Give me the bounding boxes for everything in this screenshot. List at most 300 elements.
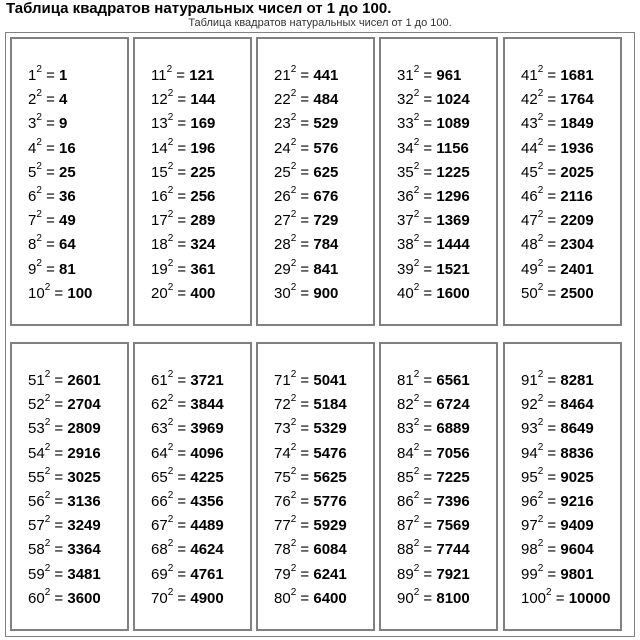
equals-sign: = xyxy=(41,260,60,278)
entry-result: 676 xyxy=(313,188,339,205)
entry-result: 196 xyxy=(190,139,216,157)
square-entry xyxy=(521,490,594,511)
square-entry xyxy=(28,209,76,230)
square-entry xyxy=(151,88,216,109)
entry-base: 10 xyxy=(28,284,45,302)
entry-result: 625 xyxy=(313,163,339,181)
entry-exponent: 2 xyxy=(413,257,420,269)
entry-base: 20 xyxy=(151,284,168,302)
entry-base: 96 xyxy=(521,493,538,510)
entry-exponent: 2 xyxy=(413,514,420,526)
equals-sign: = xyxy=(296,541,314,559)
equals-sign: = xyxy=(543,420,561,438)
square-entry xyxy=(521,514,594,535)
equals-sign: = xyxy=(296,468,314,486)
square-entry xyxy=(151,514,224,535)
equals-sign: = xyxy=(50,565,68,583)
entry-exponent: 2 xyxy=(537,369,544,380)
square-entry xyxy=(151,562,224,584)
entry-exponent: 2 xyxy=(537,233,544,245)
entry-exponent: 2 xyxy=(413,538,420,550)
entry-result: 10000 xyxy=(568,589,611,607)
square-entry xyxy=(521,209,594,230)
entry-base: 65 xyxy=(151,468,168,486)
equals-sign: = xyxy=(543,396,561,414)
entry-result: 3969 xyxy=(190,420,224,438)
entry-exponent: 2 xyxy=(413,562,420,574)
square-entry xyxy=(28,185,76,206)
equals-sign: = xyxy=(173,444,191,462)
entry-exponent: 2 xyxy=(290,538,297,550)
entry-exponent: 2 xyxy=(290,281,297,293)
square-entry xyxy=(521,233,594,254)
entry-base: 80 xyxy=(274,589,291,607)
entry-exponent: 2 xyxy=(290,64,297,75)
equals-sign: = xyxy=(173,396,191,414)
equals-sign: = xyxy=(50,541,68,559)
entry-result: 2025 xyxy=(560,163,594,181)
entry-base: 93 xyxy=(521,420,538,438)
entry-result: 1681 xyxy=(560,67,594,84)
entry-result: 1024 xyxy=(436,91,470,109)
entry-base: 71 xyxy=(274,372,291,389)
entry-base: 17 xyxy=(151,212,168,230)
entry-base: 53 xyxy=(28,420,45,438)
entry-exponent: 2 xyxy=(36,160,42,172)
entry-base: 60 xyxy=(28,589,45,607)
entry-result: 484 xyxy=(313,91,339,109)
entry-exponent: 2 xyxy=(167,281,174,293)
square-entry xyxy=(274,417,347,438)
equals-sign: = xyxy=(296,396,314,414)
entry-exponent: 2 xyxy=(537,209,544,221)
square-entry xyxy=(397,257,470,279)
table-cell xyxy=(10,342,129,631)
square-entry xyxy=(28,257,76,279)
squares-table xyxy=(5,32,635,637)
entry-result: 3844 xyxy=(190,396,224,414)
entry-base: 62 xyxy=(151,396,168,414)
square-entry xyxy=(151,441,224,463)
equals-sign: = xyxy=(543,517,561,535)
square-entry xyxy=(28,538,101,559)
entry-exponent: 2 xyxy=(413,441,420,453)
entry-result: 361 xyxy=(190,260,216,278)
entry-exponent: 2 xyxy=(290,185,297,196)
entry-base: 40 xyxy=(397,284,414,302)
entry-result: 2401 xyxy=(560,260,594,278)
square-entry xyxy=(28,64,68,85)
equals-sign: = xyxy=(41,115,60,133)
entry-base: 28 xyxy=(274,236,291,254)
entry-result: 225 xyxy=(190,163,216,181)
entry-result: 9 xyxy=(59,115,68,133)
square-entry xyxy=(521,88,594,109)
square-entry xyxy=(274,538,347,559)
table-cell xyxy=(133,37,252,326)
entry-result: 3025 xyxy=(67,468,101,486)
square-entry xyxy=(151,281,216,303)
square-entry xyxy=(28,417,101,438)
equals-sign: = xyxy=(296,444,314,462)
equals-sign: = xyxy=(50,372,68,389)
entry-result: 289 xyxy=(190,212,216,230)
entry-base: 19 xyxy=(151,260,168,278)
entry-result: 9409 xyxy=(560,517,594,535)
entry-exponent: 2 xyxy=(167,586,174,598)
equals-sign: = xyxy=(543,139,561,157)
square-entry xyxy=(28,586,101,608)
square-entry xyxy=(151,209,216,230)
entry-result: 121 xyxy=(189,67,215,84)
entry-base: 9 xyxy=(28,260,37,278)
entry-exponent: 2 xyxy=(537,281,544,293)
equals-sign: = xyxy=(173,188,191,205)
entry-result: 4900 xyxy=(190,589,224,607)
entry-base: 99 xyxy=(521,565,538,583)
entry-base: 46 xyxy=(521,188,538,205)
entry-exponent: 2 xyxy=(167,136,174,148)
entry-result: 7396 xyxy=(436,493,470,510)
entry-base: 91 xyxy=(521,372,538,389)
equals-sign: = xyxy=(543,260,561,278)
entry-result: 1296 xyxy=(436,188,470,205)
equals-sign: = xyxy=(50,517,68,535)
equals-sign: = xyxy=(419,163,437,181)
entry-result: 4489 xyxy=(190,517,224,535)
equals-sign: = xyxy=(296,565,314,583)
entry-base: 36 xyxy=(397,188,414,205)
square-entry xyxy=(521,465,594,487)
entry-result: 7569 xyxy=(436,517,470,535)
entry-result: 7056 xyxy=(436,444,470,462)
entry-result: 2809 xyxy=(67,420,101,438)
square-entry xyxy=(521,586,611,608)
equals-sign: = xyxy=(50,420,68,438)
entry-base: 82 xyxy=(397,396,414,414)
square-entry xyxy=(521,562,594,584)
entry-result: 1156 xyxy=(436,139,469,157)
entry-base: 25 xyxy=(274,163,291,181)
entry-result: 9801 xyxy=(560,565,594,583)
entry-exponent: 2 xyxy=(36,88,42,100)
entry-base: 64 xyxy=(151,444,168,462)
entry-result: 16 xyxy=(59,139,76,157)
equals-sign: = xyxy=(173,260,191,278)
entry-base: 18 xyxy=(151,236,168,254)
equals-sign: = xyxy=(173,420,191,438)
square-entry xyxy=(397,233,470,254)
equals-sign: = xyxy=(543,284,561,302)
entry-base: 22 xyxy=(274,91,291,109)
entry-result: 1 xyxy=(59,67,68,84)
entry-exponent: 2 xyxy=(290,160,297,172)
equals-sign: = xyxy=(296,260,314,278)
equals-sign: = xyxy=(296,91,314,109)
square-entry xyxy=(151,538,224,559)
entry-exponent: 2 xyxy=(44,369,51,380)
entry-base: 56 xyxy=(28,493,45,510)
square-entry xyxy=(274,514,347,535)
entry-base: 27 xyxy=(274,212,291,230)
square-entry xyxy=(397,136,469,158)
entry-base: 89 xyxy=(397,565,414,583)
square-entry xyxy=(397,281,470,303)
entry-result: 5929 xyxy=(313,517,347,535)
entry-result: 3249 xyxy=(67,517,101,535)
entry-exponent: 2 xyxy=(290,586,297,598)
entry-base: 66 xyxy=(151,493,168,510)
equals-sign: = xyxy=(296,493,314,510)
entry-result: 36 xyxy=(59,188,76,205)
entry-exponent: 2 xyxy=(44,586,51,598)
square-entry xyxy=(397,369,470,390)
entry-base: 61 xyxy=(151,372,168,389)
entry-base: 3 xyxy=(28,115,37,133)
entry-exponent: 2 xyxy=(167,393,174,405)
entry-base: 58 xyxy=(28,541,45,559)
entry-exponent: 2 xyxy=(413,64,420,75)
entry-exponent: 2 xyxy=(537,112,544,124)
entry-base: 33 xyxy=(397,115,414,133)
square-entry xyxy=(397,465,470,487)
entry-base: 92 xyxy=(521,396,538,414)
equals-sign: = xyxy=(419,565,437,583)
entry-base: 29 xyxy=(274,260,291,278)
entry-result: 5329 xyxy=(313,420,347,438)
equals-sign: = xyxy=(296,236,314,254)
entry-base: 13 xyxy=(151,115,168,133)
entry-base: 16 xyxy=(151,188,168,205)
square-entry xyxy=(521,160,594,182)
entry-result: 900 xyxy=(313,284,339,302)
equals-sign: = xyxy=(41,236,60,254)
entry-base: 30 xyxy=(274,284,291,302)
entry-base: 77 xyxy=(274,517,291,535)
square-entry xyxy=(521,441,594,463)
equals-sign: = xyxy=(41,188,60,205)
entry-base: 75 xyxy=(274,468,291,486)
square-entry xyxy=(28,160,76,182)
entry-result: 1764 xyxy=(560,91,594,109)
square-entry xyxy=(521,281,594,303)
entry-exponent: 2 xyxy=(167,233,174,245)
square-entry xyxy=(521,417,594,438)
square-entry xyxy=(397,417,470,438)
entry-base: 85 xyxy=(397,468,414,486)
entry-result: 9025 xyxy=(560,468,594,486)
entry-result: 8281 xyxy=(560,372,594,389)
entry-result: 3136 xyxy=(67,493,101,510)
equals-sign: = xyxy=(296,372,314,389)
equals-sign: = xyxy=(50,493,68,510)
entry-exponent: 2 xyxy=(537,160,544,172)
entry-exponent: 2 xyxy=(167,441,174,453)
entry-exponent: 2 xyxy=(290,369,297,380)
square-entry xyxy=(28,514,101,535)
entry-result: 8464 xyxy=(560,396,594,414)
square-entry xyxy=(397,441,470,463)
square-entry xyxy=(274,209,339,230)
entry-result: 529 xyxy=(313,115,339,133)
square-entry xyxy=(274,465,347,487)
equals-sign: = xyxy=(543,236,561,254)
equals-sign: = xyxy=(543,91,561,109)
entry-base: 54 xyxy=(28,444,45,462)
entry-base: 74 xyxy=(274,444,291,462)
entry-result: 1225 xyxy=(436,163,470,181)
entry-exponent: 2 xyxy=(167,369,174,380)
entry-exponent: 2 xyxy=(537,562,544,574)
entry-exponent: 2 xyxy=(413,465,420,477)
equals-sign: = xyxy=(419,67,437,84)
square-entry xyxy=(397,185,470,206)
square-entry xyxy=(521,257,594,279)
square-entry xyxy=(274,257,339,279)
entry-result: 1444 xyxy=(436,236,470,254)
entry-result: 324 xyxy=(190,236,216,254)
equals-sign: = xyxy=(296,188,314,205)
entry-exponent: 2 xyxy=(537,64,544,75)
entry-base: 50 xyxy=(521,284,538,302)
entry-result: 729 xyxy=(313,212,339,230)
equals-sign: = xyxy=(296,420,314,438)
entry-base: 84 xyxy=(397,444,414,462)
equals-sign: = xyxy=(41,139,60,157)
entry-exponent: 2 xyxy=(290,257,297,269)
square-entry xyxy=(397,160,470,182)
entry-exponent: 2 xyxy=(537,490,544,501)
entry-result: 100 xyxy=(67,284,93,302)
entry-result: 2209 xyxy=(560,212,594,230)
equals-sign: = xyxy=(296,163,314,181)
square-entry xyxy=(151,257,216,279)
equals-sign: = xyxy=(419,372,437,389)
entry-base: 98 xyxy=(521,541,538,559)
table-cell xyxy=(379,37,498,326)
entry-base: 83 xyxy=(397,420,414,438)
entry-result: 576 xyxy=(313,139,339,157)
entry-base: 21 xyxy=(274,67,291,84)
square-entry xyxy=(28,136,76,158)
entry-exponent: 2 xyxy=(167,209,174,221)
entry-result: 2116 xyxy=(560,188,593,205)
entry-exponent: 2 xyxy=(36,233,42,245)
entry-result: 4096 xyxy=(190,444,224,462)
equals-sign: = xyxy=(173,284,191,302)
entry-exponent: 2 xyxy=(167,185,174,196)
equals-sign: = xyxy=(41,212,60,230)
entry-result: 3721 xyxy=(190,372,224,389)
entry-exponent: 2 xyxy=(167,465,174,477)
entry-result: 5476 xyxy=(313,444,347,462)
square-entry xyxy=(274,369,347,390)
entry-result: 49 xyxy=(59,212,76,230)
square-entry xyxy=(151,160,216,182)
entry-result: 9216 xyxy=(560,493,594,510)
entry-result: 6400 xyxy=(313,589,347,607)
equals-sign: = xyxy=(41,91,60,109)
square-entry xyxy=(274,64,339,85)
entry-result: 4 xyxy=(59,91,68,109)
square-entry xyxy=(274,393,347,414)
entry-base: 5 xyxy=(28,163,37,181)
entry-result: 1936 xyxy=(560,139,594,157)
entry-base: 76 xyxy=(274,493,291,510)
equals-sign: = xyxy=(173,517,191,535)
entry-exponent: 2 xyxy=(413,369,420,380)
entry-result: 5184 xyxy=(313,396,347,414)
entry-exponent: 2 xyxy=(290,417,297,429)
equals-sign: = xyxy=(419,284,437,302)
entry-result: 6561 xyxy=(436,372,470,389)
entry-result: 6084 xyxy=(313,541,347,559)
entry-result: 64 xyxy=(59,236,76,254)
entry-base: 41 xyxy=(521,67,538,84)
square-entry xyxy=(28,233,76,254)
entry-base: 8 xyxy=(28,236,37,254)
entry-exponent: 2 xyxy=(537,393,544,405)
entry-exponent: 2 xyxy=(44,441,51,453)
square-entry xyxy=(521,393,594,414)
entry-base: 32 xyxy=(397,91,414,109)
equals-sign: = xyxy=(543,565,561,583)
square-entry xyxy=(151,64,215,85)
square-entry xyxy=(397,393,470,414)
square-entry xyxy=(397,562,470,584)
entry-exponent: 2 xyxy=(413,136,420,148)
square-entry xyxy=(521,185,593,206)
square-entry xyxy=(274,160,339,182)
square-entry xyxy=(397,112,470,133)
entry-exponent: 2 xyxy=(44,490,51,501)
entry-base: 6 xyxy=(28,188,37,205)
square-entry xyxy=(521,64,594,85)
entry-exponent: 2 xyxy=(290,233,297,245)
entry-exponent: 2 xyxy=(537,465,544,477)
entry-base: 67 xyxy=(151,517,168,535)
entry-base: 1 xyxy=(28,67,37,84)
equals-sign: = xyxy=(173,565,191,583)
square-entry xyxy=(397,490,470,511)
entry-exponent: 2 xyxy=(413,233,420,245)
equals-sign: = xyxy=(419,420,437,438)
square-entry xyxy=(28,465,101,487)
entry-base: 37 xyxy=(397,212,414,230)
equals-sign: = xyxy=(172,67,190,84)
table-cell xyxy=(379,342,498,631)
entry-exponent: 2 xyxy=(167,257,174,269)
equals-sign: = xyxy=(543,188,561,205)
entry-result: 8100 xyxy=(436,589,470,607)
equals-sign: = xyxy=(419,541,437,559)
entry-exponent: 2 xyxy=(413,393,420,405)
square-entry xyxy=(521,112,594,133)
entry-exponent: 2 xyxy=(167,562,174,574)
equals-sign: = xyxy=(543,163,561,181)
entry-exponent: 2 xyxy=(44,514,51,526)
square-entry xyxy=(151,233,216,254)
entry-base: 38 xyxy=(397,236,414,254)
square-entry xyxy=(397,538,470,559)
entry-result: 3600 xyxy=(67,589,101,607)
equals-sign: = xyxy=(419,212,437,230)
entry-exponent: 2 xyxy=(290,88,297,100)
equals-sign: = xyxy=(173,163,191,181)
square-entry xyxy=(151,586,224,608)
entry-exponent: 2 xyxy=(537,185,544,196)
entry-exponent: 2 xyxy=(44,417,51,429)
